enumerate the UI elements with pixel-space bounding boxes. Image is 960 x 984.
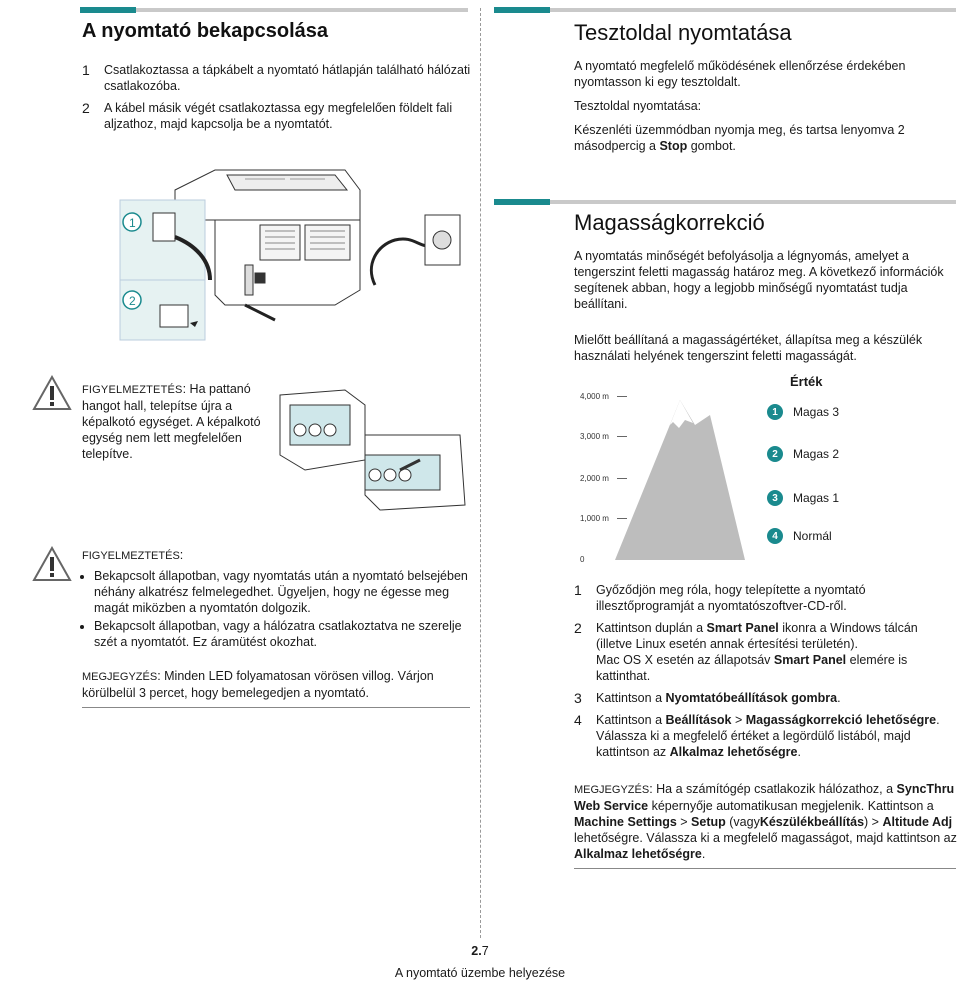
level-badge: 2: [767, 446, 783, 462]
step-text: [596, 712, 944, 760]
step-text-part: >: [731, 713, 746, 727]
power-switch-icon: [160, 305, 188, 327]
note-text: .: [701, 847, 706, 861]
chapter-title: A nyomtató üzembe helyezése: [394, 966, 566, 980]
smart-panel-label: Smart Panel: [773, 653, 847, 667]
note-bold: SyncThru Web Service: [574, 782, 955, 813]
tick-label: 0: [580, 555, 585, 564]
section-title-altitude: Magasságkorrekció: [574, 210, 765, 235]
test-page-instruction: [574, 122, 919, 154]
power-on-steps: [82, 62, 472, 138]
note-label: MEGJEGYZÉS: [82, 671, 158, 683]
warning-1-text: [82, 381, 262, 462]
step-text-part: elemére is kattinthat.: [596, 653, 908, 683]
page-number-rest: 7: [481, 944, 489, 958]
note-2-rule: [574, 868, 956, 869]
tick-line: [617, 396, 627, 397]
step-text-part: .: [797, 745, 801, 759]
warning-2-heading: [82, 547, 472, 564]
value-heading: Érték: [790, 374, 823, 389]
section3-accent: [494, 199, 550, 205]
printer-power-illustration: [115, 165, 470, 350]
altitude-paragraph-2: Mielőtt beállítaná a magasságértéket, állapítsa meg a készülék használati helyének tengerszint feletti magasságát.: [574, 333, 923, 363]
level-badge: 3: [767, 490, 783, 506]
step-number: 1: [574, 582, 582, 598]
callout-2-number: 2: [129, 294, 136, 308]
warning-2: [82, 547, 472, 652]
warning-label: FIGYELMEZTETÉS: [82, 550, 180, 562]
test-page-intro: A nyomtató megfelelő működésének ellenőrzése érdekében nyomtasson ki egy tesztoldalt.: [574, 59, 906, 89]
right-top-rule: [494, 8, 956, 12]
callout-1-number: 1: [129, 216, 136, 230]
altitude-steps: [574, 582, 944, 766]
warning-body: : Ha pattanó hangot hall, telepítse újra a képalkotó egységet. A képalkotó egység nem lett megfelelően telepítve.: [82, 382, 261, 461]
step-text-part: .: [837, 691, 841, 705]
outlet-face-icon: [433, 231, 451, 249]
level-row: [767, 446, 839, 462]
left-top-accent: [80, 7, 136, 13]
note-bold: Altitude Adj: [882, 815, 953, 829]
warning-colon: :: [179, 548, 184, 562]
settings-label: Beállítások: [665, 713, 732, 727]
stop-button-label: Stop: [659, 139, 688, 153]
note-body: : Minden LED folyamatosan vörösen villog. Várjon körülbelül 3 percet, hogy bemelegedjen a nyomtató.: [82, 669, 434, 700]
section-title-test-page: Tesztoldal nyomtatása: [574, 20, 792, 45]
altitude-option-label: Magasságkorrekció lehetőségre: [745, 713, 937, 727]
note-text: lehetőségre. Válassza ki a megfelelő magasságot, majd kattintson az: [574, 831, 957, 845]
level-label: Magas 3: [793, 405, 840, 419]
step-text-part: .: [936, 713, 940, 727]
level-row: [767, 528, 832, 544]
note-1: [82, 668, 467, 701]
note-2: [574, 781, 959, 862]
tick-line: [617, 478, 627, 479]
note-label: MEGJEGYZÉS: [574, 784, 650, 796]
imaging-unit-illustration: [270, 385, 470, 520]
level-row: [767, 490, 839, 506]
level-row: [767, 404, 839, 420]
right-top-accent: [494, 7, 550, 13]
power-socket-icon: [153, 213, 175, 241]
mountain-illustration: [605, 390, 755, 560]
list-item: • Bekapcsolt állapotban, vagy nyomtatás után a nyomtató belsejében néhány alkatrész felmelegedhet. Ügyeljen, hogy ne égesse meg magát miközben a nyomtatón dolgozik.: [94, 568, 472, 616]
apply-label: Alkalmaz lehetőségre: [669, 745, 798, 759]
warning-label: FIGYELMEZTETÉS: [82, 384, 183, 396]
step-4: [574, 712, 944, 760]
level-label: Magas 1: [793, 491, 840, 505]
step-1: [574, 582, 944, 614]
note-text: >: [676, 815, 692, 829]
step-text-part: Kattintson a: [596, 713, 666, 727]
step-text-part: ikonra a Windows tálcán (illetve Linux esetén annak értesítési területén).: [596, 621, 918, 651]
page-number-bold: 2.: [471, 944, 482, 958]
step-number: 2: [574, 620, 582, 636]
level-badge: 4: [767, 528, 783, 544]
step-2: [82, 100, 472, 132]
note-text: ) >: [864, 815, 883, 829]
altitude-paragraph-1: A nyomtatás minőségét befolyásolja a légnyomás, amelyet a tengerszint feletti magasság határoz meg. A következő információk segítenek abban, hogy a legjobb minőségű nyomtatást tudja beállítani.: [574, 249, 944, 311]
tick-label: 4,000 m: [580, 392, 609, 401]
smart-panel-label: Smart Panel: [706, 621, 779, 635]
step-text: A kábel másik végét csatlakoztassa egy megfelelően földelt fali aljzathoz, majd kapcsolja be a nyomtatót.: [104, 101, 453, 131]
note-bold: Készülékbeállítás: [759, 815, 865, 829]
step-text-part: Válassza ki a megfelelő értéket a legördülő listából, majd kattintson az: [596, 729, 911, 759]
step-text-part: Mac OS X esetén az állapotsáv: [596, 653, 774, 667]
right-section3-rule: [494, 200, 956, 204]
step-text: [596, 620, 944, 684]
tick-label: 1,000 m: [580, 514, 609, 523]
step-number: 2: [82, 100, 90, 116]
note-bold: Alkalmaz lehetőségre: [574, 847, 702, 861]
step-2: [574, 620, 944, 684]
step-number: 4: [574, 712, 582, 728]
note-1-rule: [82, 707, 470, 708]
step-text: Győződjön meg róla, hogy telepítette a nyomtató illesztőprogramját a nyomtatószoftver-CD-ről.: [596, 583, 866, 613]
step-text-part: Kattintson a: [596, 691, 666, 705]
column-divider: [480, 8, 481, 938]
step-text: [596, 690, 841, 706]
note-text: (vagy: [725, 815, 760, 829]
warning-icon: [32, 546, 72, 582]
level-label: Magas 2: [793, 447, 840, 461]
step-1: [82, 62, 472, 94]
tick-line: [617, 436, 627, 437]
note-text: képernyője automatikusan megjelenik. Kattintson a: [648, 799, 934, 813]
note-bold: Machine Settings: [574, 815, 677, 829]
section-title-power-on: A nyomtató bekapcsolása: [82, 20, 329, 42]
printer-settings-label: Nyomtatóbeállítások gombra: [665, 691, 838, 705]
step-text-part: Kattintson duplán a: [596, 621, 707, 635]
note-text: : Ha a számítógép csatlakozik hálózathoz, a: [649, 782, 897, 796]
list-item: • Bekapcsolt állapotban, vagy a hálózatra csatlakoztatva ne szerelje szét a nyomtatót. Ez áramütést okozhat.: [94, 618, 472, 650]
level-badge: 1: [767, 404, 783, 420]
cable-end-icon: [245, 305, 275, 320]
step-3: [574, 690, 944, 706]
step-text: Csatlakoztassa a tápkábelt a nyomtató hátlapján található hálózati csatlakozóba.: [104, 63, 471, 93]
step-number: 3: [574, 690, 582, 706]
altitude-figure: [545, 370, 875, 570]
instr-text: Készenléti üzemmódban nyomja meg, és tartsa lenyomva 2 másodpercig a: [574, 123, 905, 153]
warning-2-list: [82, 568, 472, 650]
left-top-rule: [80, 8, 468, 12]
tick-label: 2,000 m: [580, 474, 609, 483]
test-page-subhead: Tesztoldal nyomtatása:: [574, 99, 702, 113]
tick-line: [617, 518, 627, 519]
step-number: 1: [82, 62, 90, 78]
note-bold: Setup: [691, 815, 726, 829]
warning-icon: [32, 375, 72, 411]
tick-label: 3,000 m: [580, 432, 609, 441]
level-label: Normál: [793, 529, 832, 543]
instr-text-end: gombot.: [687, 139, 736, 153]
page-number: [0, 944, 960, 958]
